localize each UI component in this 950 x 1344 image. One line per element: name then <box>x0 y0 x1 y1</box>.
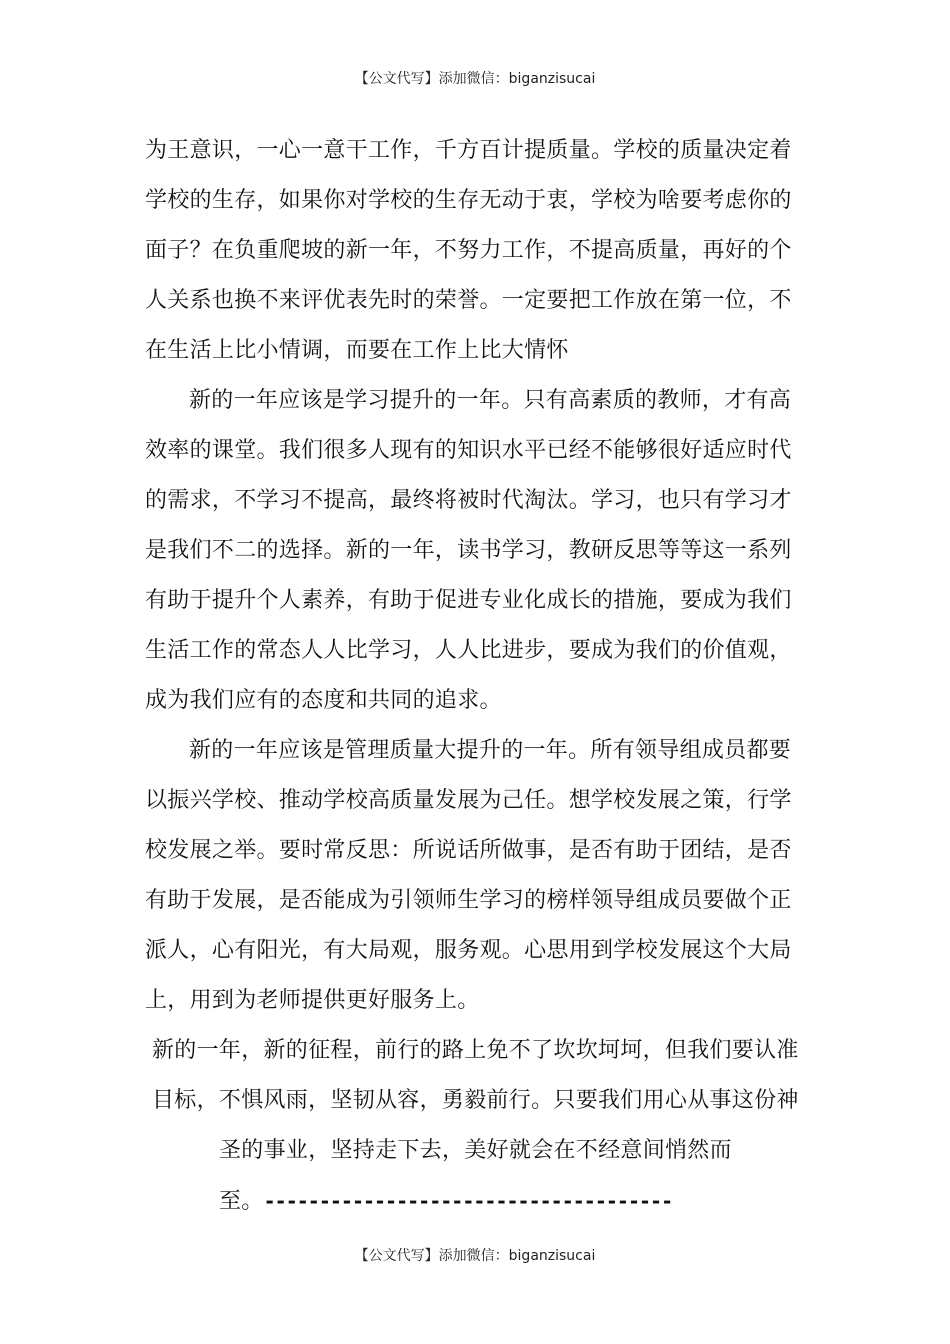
closing-line-last <box>219 1186 672 1217</box>
body-line: 以振兴学校、推动学校高质量发展为己任。想学校发展之策，行学 <box>145 788 792 813</box>
body-line: 校发展之举。要时常反思：所说话所做事，是否有助于团结，是否 <box>145 838 792 863</box>
body-line: 人关系也换不来评优表先时的荣誉。一定要把工作放在第一位，不 <box>145 288 792 313</box>
body-line: 成为我们应有的态度和共同的追求。 <box>145 688 502 713</box>
paragraph-first-line: 新的一年应该是学习提升的一年。只有高素质的教师，才有高 <box>189 388 792 413</box>
body-line: 生活工作的常态人人比学习，人人比进步，要成为我们的价值观， <box>145 638 792 663</box>
body-line: 是我们不二的选择。新的一年，读书学习，教研反思等等这一系列 <box>145 538 792 563</box>
body-line: 有助于发展，是否能成为引领师生学习的榜样领导组成员要做个正 <box>145 888 792 913</box>
body-line: 学校的生存，如果你对学校的生存无动于衷，学校为啥要考虑你的 <box>145 188 792 213</box>
closing-line: 圣的事业，坚持走下去，美好就会在不经意间悄然而 <box>219 1138 732 1163</box>
dash-divider: ------------------------------------- <box>263 1189 673 1213</box>
body-line: 有助于提升个人素养，有助于促进专业化成长的措施，要成为我们 <box>145 588 792 613</box>
body-line: 上，用到为老师提供更好服务上。 <box>145 988 480 1013</box>
body-line: 效率的课堂。我们很多人现有的知识水平已经不能够很好适应时代 <box>145 438 792 463</box>
closing-line: 目标，不惧风雨，坚韧从容，勇毅前行。只要我们用心从事这份神 <box>152 1088 799 1113</box>
closing-line: 新的一年，新的征程，前行的路上免不了坎坎坷坷，但我们要认准 <box>152 1038 799 1063</box>
page-footer-watermark: 【公文代写】添加微信：biganzisucai <box>354 1248 596 1264</box>
paragraph-first-line: 新的一年应该是管理质量大提升的一年。所有领导组成员都要 <box>189 738 792 763</box>
body-line: 为王意识，一心一意干工作，千方百计提质量。学校的质量决定着 <box>145 138 792 163</box>
body-line: 面子？在负重爬坡的新一年，不努力工作，不提高质量，再好的个 <box>145 238 792 263</box>
body-line: 在生活上比小情调，而要在工作上比大情怀 <box>145 338 569 363</box>
page-header-watermark: 【公文代写】添加微信：biganzisucai <box>354 71 596 87</box>
closing-text: 至。 <box>219 1189 264 1214</box>
body-line: 派人，心有阳光，有大局观，服务观。心思用到学校发展这个大局 <box>145 938 792 963</box>
body-line: 的需求，不学习不提高，最终将被时代淘汰。学习，也只有学习才 <box>145 488 792 513</box>
